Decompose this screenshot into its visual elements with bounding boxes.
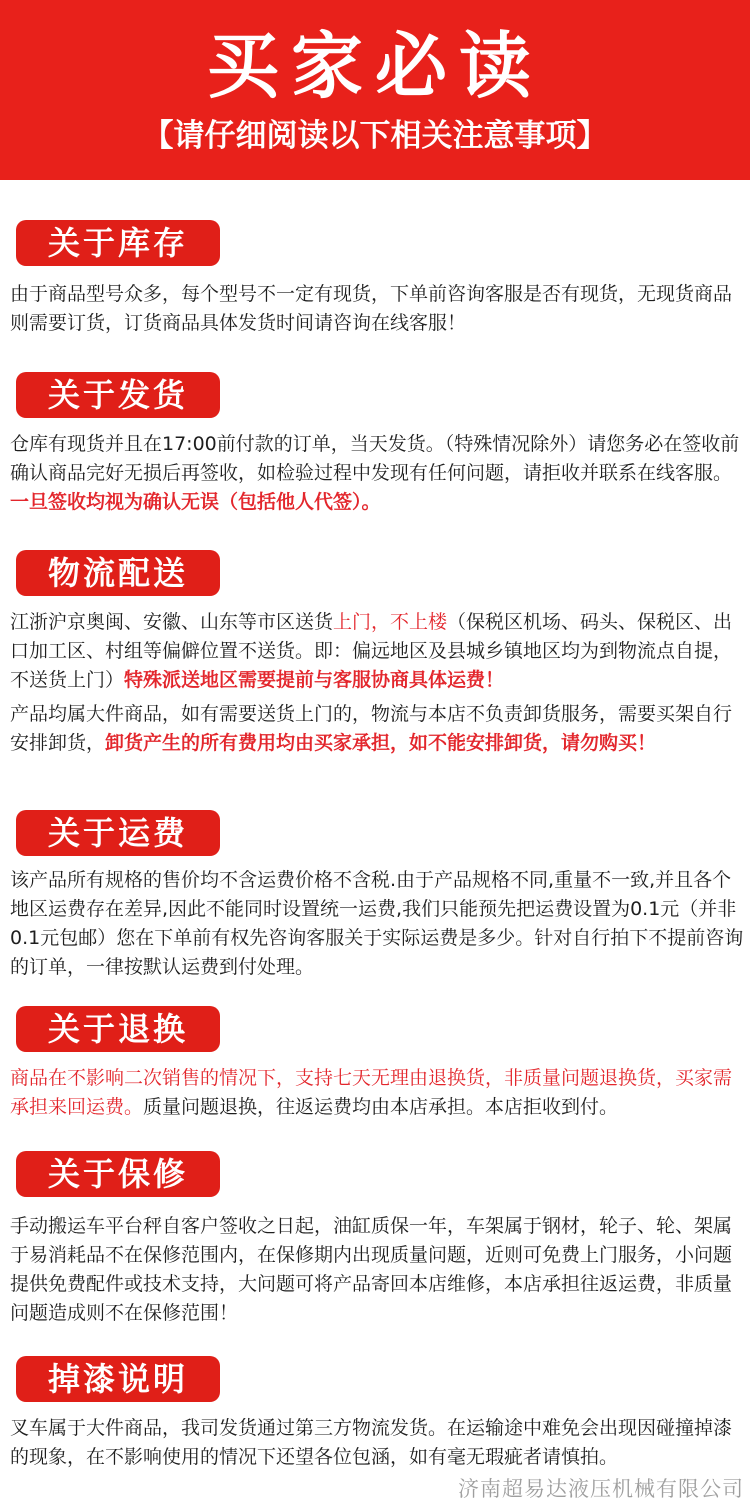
freight-text xyxy=(10,866,750,982)
logistics-text-2 xyxy=(10,700,750,758)
section-heading-logistics: 物流配送 xyxy=(16,550,220,596)
logistics-text-a: 江浙沪京奥闽、安徽、山东等市区送货 xyxy=(10,611,334,633)
section-heading-paint: 掉漆说明 xyxy=(16,1356,220,1402)
page-subtitle: 【请仔细阅读以下相关注意事项】 xyxy=(142,118,608,154)
section-heading-warranty: 关于保修 xyxy=(16,1151,220,1197)
section-heading-shipping: 关于发货 xyxy=(16,372,220,418)
section-heading-freight: 关于运费 xyxy=(16,810,220,856)
section-heading-inventory: 关于库存 xyxy=(16,220,220,266)
returns-text-body: 质量问题退换，往返运费均由本店承担。本店拒收到付。 xyxy=(143,1096,619,1118)
returns-text-red: 商品在不影响二次销售的情况下，支持七天无理由退换货，非质量问题退换货，买家需承担来回运费。 xyxy=(10,1067,733,1118)
logistics-text-2-warning: 卸货产生的所有费用均由买家承担，如不能安排卸货，请勿购买！ xyxy=(105,732,657,754)
header-banner xyxy=(0,0,750,180)
logistics-text-b: （保税区机场、码头、保税区、出口加工区、村组等偏僻位置不送货。即：偏远地区及县城乡镇地区均为到物流点自提，不送货上门） xyxy=(10,611,733,691)
shipping-text-warning: 一旦签收均视为确认无误（包括他人代签）。 xyxy=(10,491,381,513)
logistics-text-red-a: 上门，不上楼 xyxy=(333,611,448,633)
freight-text-body: 该产品所有规格的售价均不含运费价格不含税.由于产品规格不同,重量不一致,并且各个地区运费存在差异,因此不能同时设置统一运费,我们只能预先把运费设置为0.1元（并非0.1元包邮）您在下单前有权先咨询客服关于实际运费是多少。针对自行拍下不提前咨询的订单，一律按默认运费到付处理。 xyxy=(10,869,744,978)
company-watermark: 济南超易达液压机械有限公司 xyxy=(458,1477,744,1501)
logistics-text-2-body: 产品均属大件商品，如有需要送货上门的，物流与本店不负责卸货服务，需要买架自行安排卸货， xyxy=(10,703,733,754)
paint-text-body: 叉车属于大件商品，我司发货通过第三方物流发货。在运输途中难免会出现因碰撞掉漆的现象，在不影响使用的情况下还望各位包涵，如有毫无瑕疵者请慎拍。 xyxy=(10,1417,733,1468)
inventory-text-body: 由于商品型号众多，每个型号不一定有现货，下单前咨询客服是否有现货，无现货商品则需要订货，订货商品具体发货时间请咨询在线客服！ xyxy=(10,283,733,334)
shipping-text xyxy=(10,430,750,517)
inventory-text xyxy=(10,280,750,338)
page-title: 买家必读 xyxy=(206,24,543,108)
section-heading-returns: 关于退换 xyxy=(16,1006,220,1052)
warranty-text-body: 手动搬运车平台秤自客户签收之日起，油缸质保一年，车架属于钢材，轮子、轮、架属于易消耗品不在保修范围内，在保修期内出现质量问题，近则可免费上门服务，小问题提供免费配件或技术支持，大问题可将产品寄回本店维修，本店承担往返运费，非质量问题造成则不在保修范围！ xyxy=(10,1215,733,1324)
paint-text xyxy=(10,1414,750,1472)
shipping-text-body: 仓库有现货并且在17:00前付款的订单，当天发货。（特殊情况除外）请您务必在签收前确认商品完好无损后再签收，如检验过程中发现有任何问题，请拒收并联系在线客服。 xyxy=(10,433,740,484)
returns-text xyxy=(10,1064,750,1122)
logistics-text-red-b: 特殊派送地区需要提前与客服协商具体运费！ xyxy=(124,669,505,691)
logistics-text xyxy=(10,608,750,695)
warranty-text xyxy=(10,1212,750,1328)
